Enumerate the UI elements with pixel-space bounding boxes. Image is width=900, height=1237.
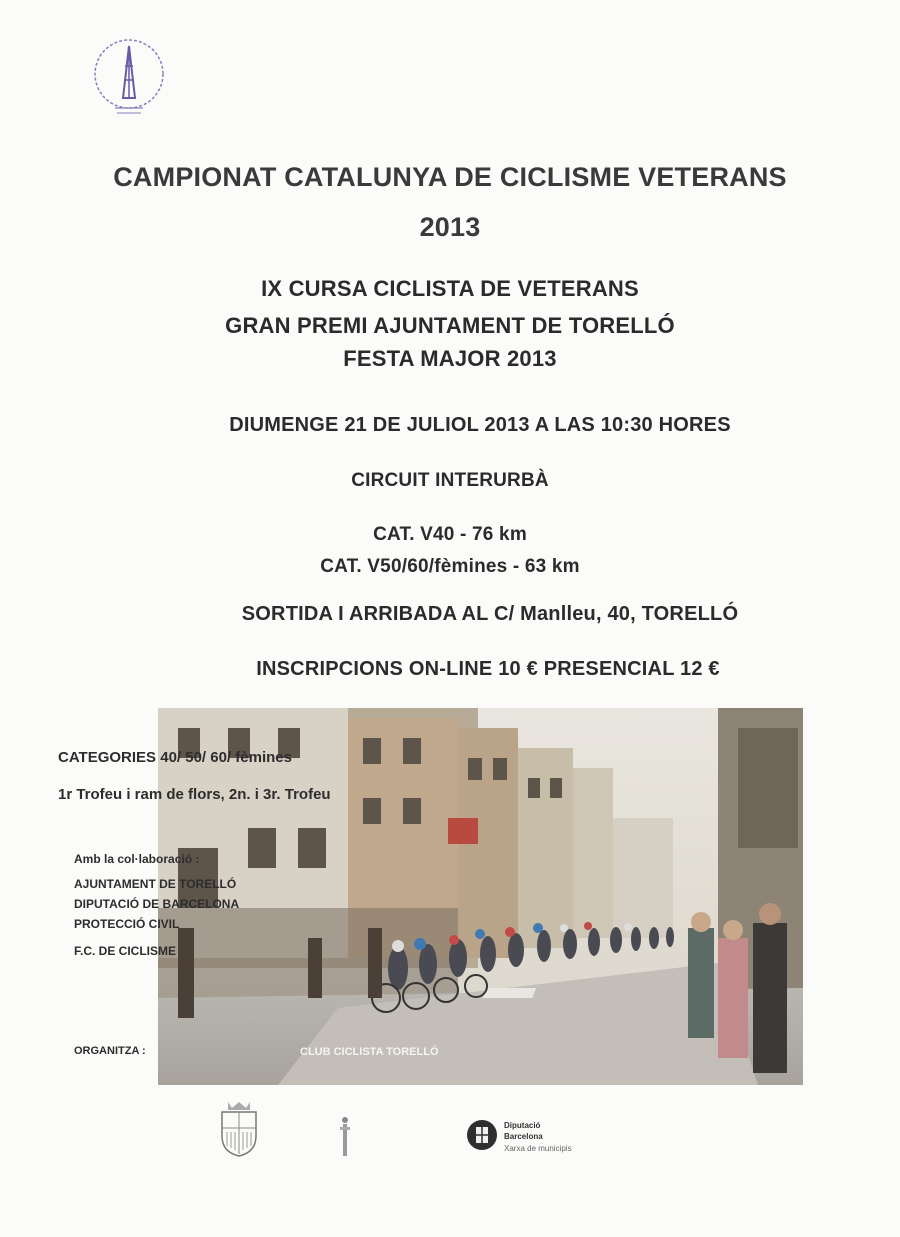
event-title: CAMPIONAT CATALUNYA DE CICLISME VETERANS	[113, 162, 787, 192]
category-v40: CAT. V40 - 76 km	[373, 524, 527, 545]
category-v50: CAT. V50/60/fèmines - 63 km	[320, 556, 580, 577]
diba-name-line3: Xarxa de municipis	[504, 1144, 572, 1153]
torello-town-crest-icon	[214, 1098, 264, 1158]
sponsor-item: PROTECCIÓ CIVIL	[74, 917, 180, 931]
sponsor-item: AJUNTAMENT DE TORELLÓ	[74, 877, 237, 891]
event-year: 2013	[419, 212, 481, 242]
trophies-text: 1r Trofeu i ram de flors, 2n. i 3r. Trofeu	[58, 786, 331, 803]
organizes-label: ORGANITZA :	[74, 1045, 146, 1057]
grand-prix-name: GRAN PREMI AJUNTAMENT DE TORELLÓ	[225, 313, 675, 338]
circuit-type: CIRCUIT INTERURBÀ	[351, 470, 549, 491]
categories-text: CATEGORIES 40/ 50/ 60/ fèmines	[58, 749, 292, 766]
registration-fees: INSCRIPCIONS ON-LINE 10 € PRESENCIAL 12 €	[256, 658, 720, 680]
diba-emblem-icon	[466, 1115, 498, 1155]
sponsor-item: F.C. DE CICLISME	[74, 944, 177, 958]
race-date: DIUMENGE 21 DE JULIOL 2013 A LAS 10:30 HORES	[229, 414, 731, 436]
diba-name-line1: Diputació	[504, 1121, 541, 1130]
standing-figure-icon	[335, 1115, 355, 1160]
sponsor-item: DIPUTACIÓ DE BARCELONA	[74, 897, 240, 911]
race-name: IX CURSA CICLISTA DE VETERANS	[261, 276, 639, 301]
collaboration-label: Amb la col·laboració :	[74, 852, 200, 866]
diputacio-barcelona-logo-icon	[466, 1115, 606, 1161]
start-finish-location: SORTIDA I ARRIBADA AL C/ Manlleu, 40, TORELLÓ	[241, 603, 739, 625]
diba-name-line2: Barcelona	[504, 1132, 543, 1141]
cycling-club-emblem-icon	[85, 28, 175, 128]
organizer-name: CLUB CICLISTA TORELLÓ	[300, 1046, 439, 1058]
festival-name: FESTA MAJOR 2013	[343, 346, 557, 371]
